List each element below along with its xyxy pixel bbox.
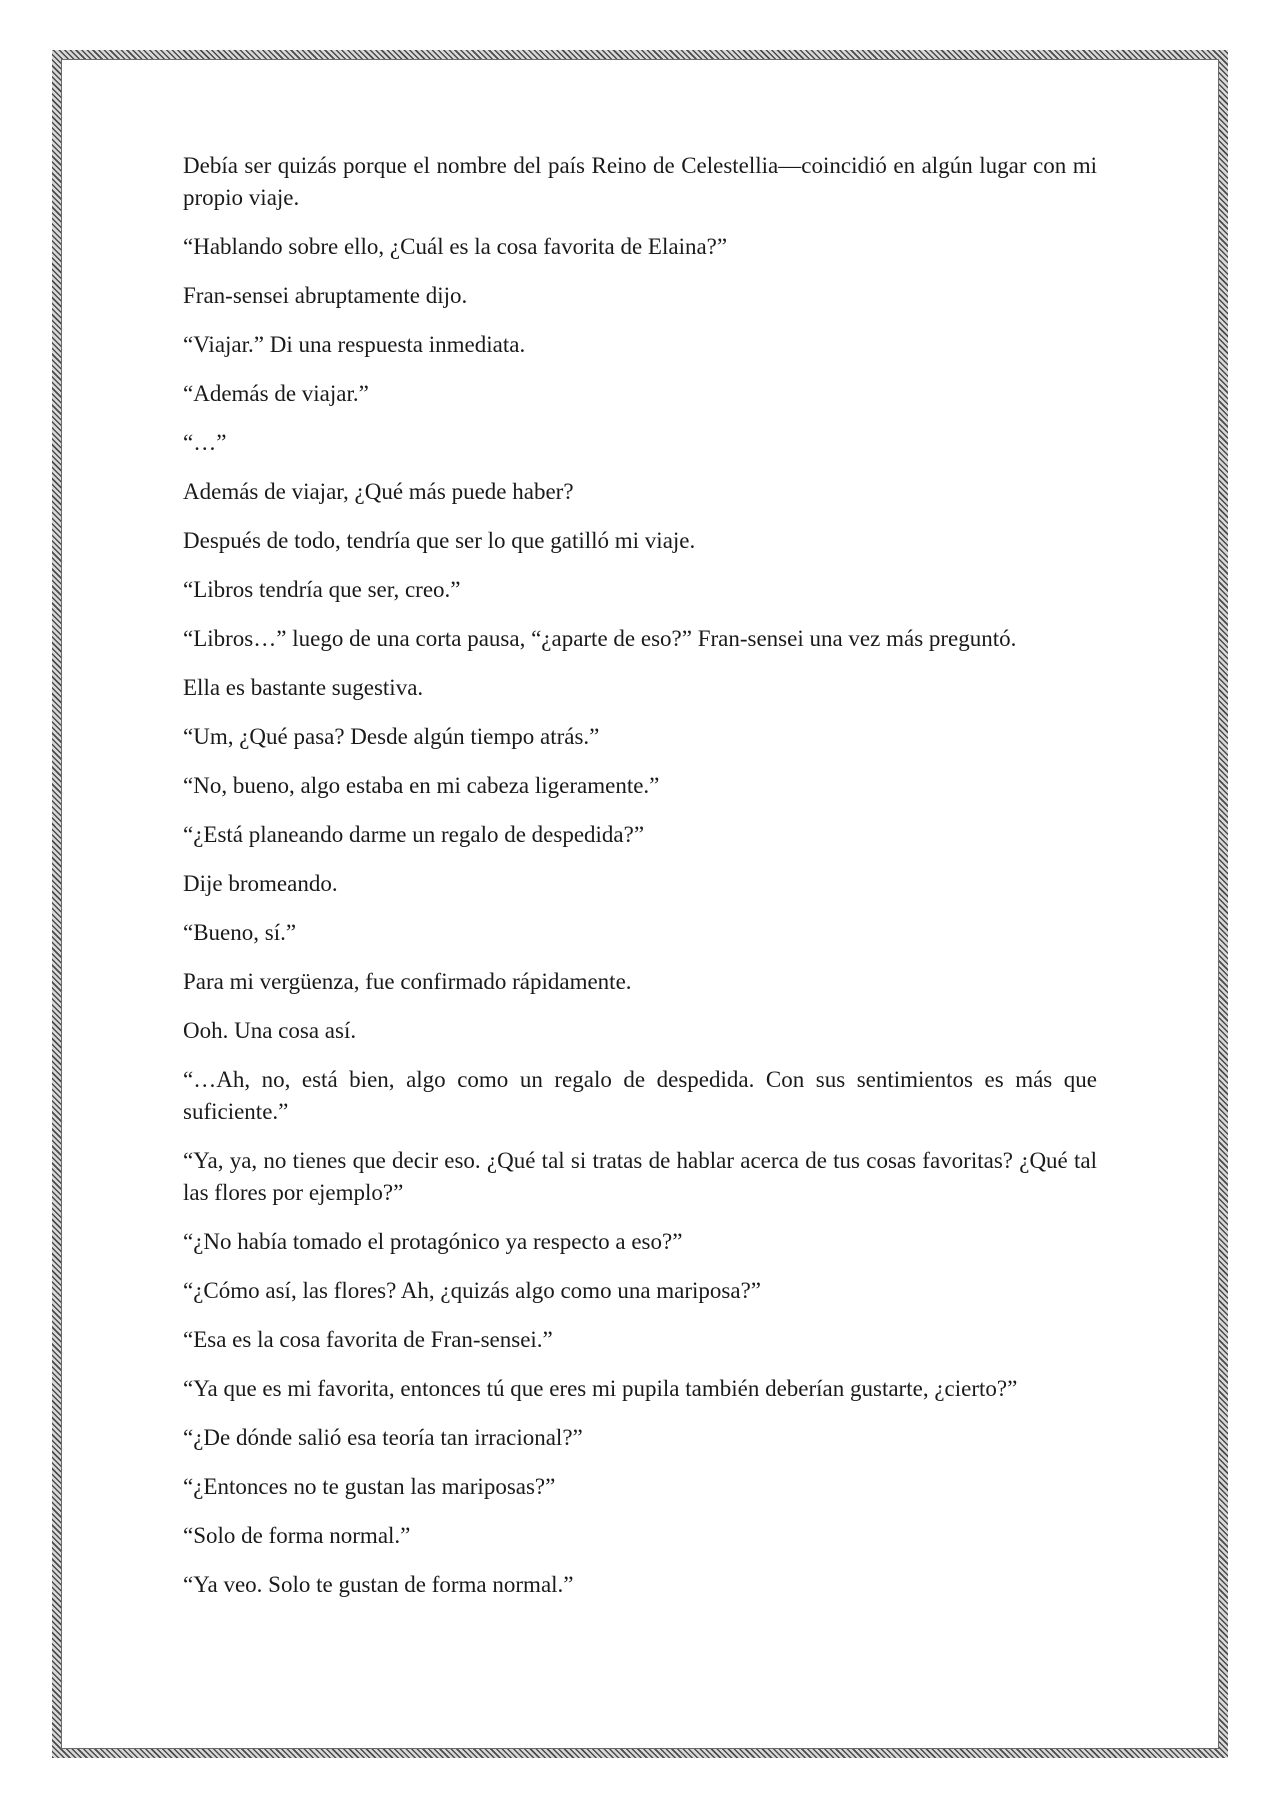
paragraph: “Viajar.” Di una respuesta inmediata. (183, 332, 526, 357)
paragraph: “Esa es la cosa favorita de Fran-sensei.” (183, 1327, 553, 1352)
paragraph: Fran-sensei abruptamente dijo. (183, 283, 468, 308)
paragraph: “¿No había tomado el protagónico ya respecto a eso?” (183, 1229, 683, 1254)
paragraph: “¿Entonces no te gustan las mariposas?” (183, 1474, 556, 1499)
paragraph: Ella es bastante sugestiva. (183, 675, 424, 700)
paragraph: “Hablando sobre ello, ¿Cuál es la cosa favorita de Elaina?” (183, 234, 728, 259)
paragraph: “Además de viajar.” (183, 381, 369, 406)
paragraph: Dije bromeando. (183, 871, 338, 896)
paragraph: “Libros tendría que ser, creo.” (183, 577, 461, 602)
paragraph: “¿De dónde salió esa teoría tan irracional?” (183, 1425, 583, 1450)
paragraph: “Libros…” luego de una corta pausa, “¿aparte de eso?” Fran-sensei una vez más preguntó. (183, 626, 1017, 651)
paragraph: “¿Está planeando darme un regalo de despedida?” (183, 822, 645, 847)
paragraph: Para mi vergüenza, fue confirmado rápidamente. (183, 969, 632, 994)
paragraph: “Ya, ya, no tienes que decir eso. ¿Qué tal si tratas de hablar acerca de tus cosas favoritas? ¿Qué tal las flores por ejemplo?” (183, 1148, 1097, 1205)
paragraph: “…Ah, no, está bien, algo como un regalo de despedida. Con sus sentimientos es más que suficiente.” (183, 1067, 1097, 1124)
paragraph: Debía ser quizás porque el nombre del país Reino de Celestellia—coincidió en algún lugar con mi propio viaje. (183, 153, 1097, 210)
paragraph: “¿Cómo así, las flores? Ah, ¿quizás algo como una mariposa?” (183, 1278, 762, 1303)
paragraph: “Ya que es mi favorita, entonces tú que eres mi pupila también deberían gustarte, ¿cierto?” (183, 1376, 1018, 1401)
paragraph: “Um, ¿Qué pasa? Desde algún tiempo atrás.” (183, 724, 600, 749)
paragraph: “Bueno, sí.” (183, 920, 297, 945)
paragraph: “…” (183, 430, 227, 455)
paragraph: “No, bueno, algo estaba en mi cabeza ligeramente.” (183, 773, 660, 798)
paragraph: “Ya veo. Solo te gustan de forma normal.” (183, 1572, 574, 1597)
paragraph: Después de todo, tendría que ser lo que gatilló mi viaje. (183, 528, 696, 553)
page-body (183, 150, 1097, 1618)
paragraph: Ooh. Una cosa así. (183, 1018, 357, 1043)
paragraph: Además de viajar, ¿Qué más puede haber? (183, 479, 574, 504)
paragraph: “Solo de forma normal.” (183, 1523, 411, 1548)
